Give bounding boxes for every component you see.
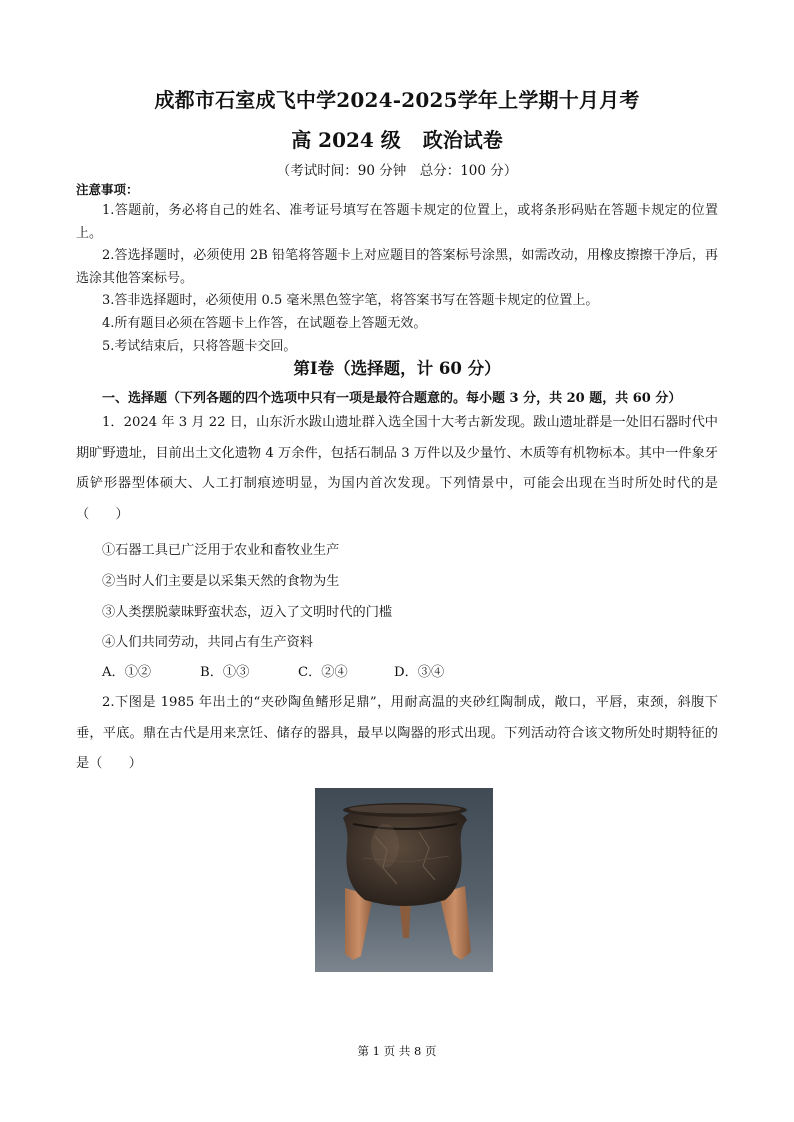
note-item: 2.答选择题时，必须使用 2B 铅笔将答题卡上对应题目的答案标号涂黑，如需改动，用橡皮擦擦干净后，再选涂其他答案标号。 [76, 248, 718, 286]
exam-subtitle [0, 124, 794, 153]
question-2-stem: 2.下图是 1985 年出土的“夹砂陶鱼鳍形足鼎”，用耐高温的夹砂红陶制成，敞口，平唇，束颈，斜腹下垂，平底。鼎在古代是用来烹饪、储存的器具，最早以陶器的形式出现。下列活动符合该文物所处时期特征的是（ ） [76, 695, 718, 772]
notes-heading: 注意事项： [76, 182, 139, 197]
question-1-statements [102, 536, 392, 659]
note-item: 3.答非选择题时，必须使用 0.5 毫米黑色签字笔，将答案书写在答题卡规定的位置上。 [102, 293, 599, 309]
note-item: 4.所有题目必须在答题卡上作答，在试题卷上答题无效。 [102, 315, 427, 331]
question-1-choices [102, 661, 444, 680]
statement-item: ④人们共同劳动，共同占有生产资料 [102, 635, 313, 651]
exam-time-and-score: （考试时间：90 分钟 总分：100 分） [276, 163, 518, 179]
choice-b: B．①③ [200, 665, 250, 680]
choice-d: D．③④ [394, 665, 445, 680]
choice-a: A．①② [102, 665, 152, 680]
statement-item: ②当时人们主要是以采集天然的食物为生 [102, 573, 340, 589]
exam-title: 成都市石室成飞中学2024-2025学年上学期十月月考 [154, 88, 640, 112]
note-item: 5.考试结束后，只将答题卡交回。 [102, 338, 297, 354]
pottery-tripod-image [315, 788, 493, 972]
section-title: 第Ⅰ卷（选择题，计 60 分） [293, 359, 501, 378]
question-1-stem: 1．2024 年 3 月 22 日，山东沂水跋山遗址群入选全国十大考古新发现。跋山遗址群是一处旧石器时代中期旷野遗址，目前出土文化遗物 4 万余件，包括石制品 3 万件以及少量竹、木质等有机物标本。其中一件象牙质铲形器型体硕大、人工打制痕迹明显，为国内首次发现。下列情景中，可能会出现在当时所处时代的是（ ） [76, 415, 718, 522]
question-2 [76, 688, 718, 780]
notes-list [76, 200, 718, 358]
subject-label: 政治试卷 [422, 128, 503, 152]
statement-item: ①石器工具已广泛用于农业和畜牧业生产 [102, 543, 340, 558]
choice-c: C．②④ [298, 665, 348, 680]
page-footer: 第 1 页 共 8 页 [357, 1044, 437, 1058]
statement-item: ③人类摆脱蒙昧野蛮状态，迈入了文明时代的门槛 [102, 604, 393, 620]
note-item: 1.答题前，务必将自己的姓名、准考证号填写在答题卡规定的位置上，或将条形码贴在答题卡规定的位置上。 [76, 203, 718, 241]
question-1 [76, 408, 718, 530]
section-instruction: 一、选择题（下列各题的四个选项中只有一项是最符合题意的。每小题 3 分，共 20 题，共 60 分） [102, 391, 682, 406]
grade-label: 高 2024 级 [291, 128, 401, 152]
